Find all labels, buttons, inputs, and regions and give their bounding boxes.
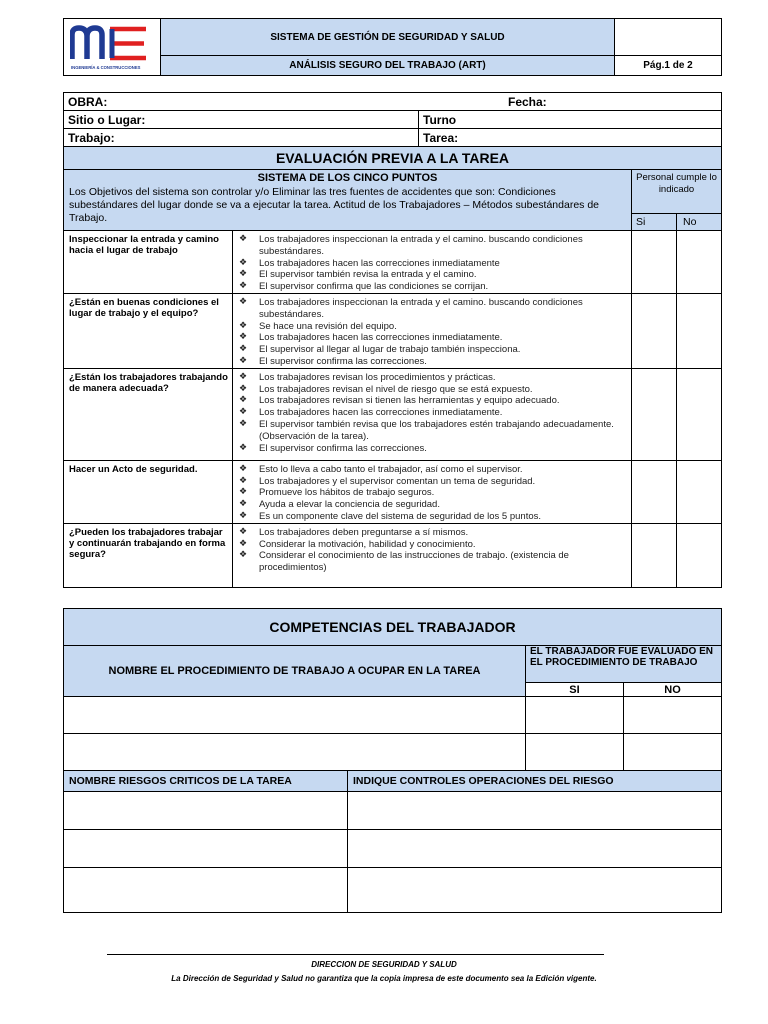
table-row — [64, 231, 722, 294]
no-checkbox-cell[interactable] — [624, 734, 722, 771]
system-title: SISTEMA DE GESTIÓN DE SEGURIDAD Y SALUD — [161, 19, 615, 56]
obra-label: OBRA: — [68, 94, 108, 109]
si-checkbox-cell[interactable] — [632, 231, 677, 294]
control-input-cell[interactable] — [348, 868, 722, 913]
bullets-cell — [233, 460, 632, 523]
no-checkbox-cell[interactable] — [677, 523, 722, 587]
logo-cell — [64, 19, 161, 76]
tarea-label: Tarea: — [423, 130, 459, 145]
evaluado-header: EL TRABAJADOR FUE EVALUADO EN EL PROCEDIMIENTO DE TRABAJO — [526, 646, 722, 683]
si-header: Si — [632, 214, 677, 231]
table-row — [64, 734, 722, 771]
list-item: ❖ El supervisor confirma que las condiciones se corrijan. — [239, 281, 627, 293]
evaluation-table — [63, 146, 722, 588]
no-checkbox-cell[interactable] — [677, 231, 722, 294]
si-header: SI — [526, 683, 624, 697]
tarea-field[interactable] — [419, 129, 722, 147]
riesgo-input-cell[interactable] — [64, 792, 348, 830]
bullets-cell — [233, 294, 632, 369]
list-item: ❖ Los trabajadores revisan si tienen las herramientas y equipo adecuado. — [239, 395, 627, 407]
table-row — [64, 294, 722, 369]
si-checkbox-cell[interactable] — [526, 734, 624, 771]
fecha-label: Fecha: — [508, 95, 547, 109]
turno-label: Turno — [423, 112, 457, 127]
footer-department: DIRECCION DE SEGURIDAD Y SALUD — [311, 960, 457, 969]
list-item: ❖ Ayuda a elevar la conciencia de seguridad. — [239, 499, 627, 511]
list-item: ❖ Considerar la motivación, habilidad y conocimiento. — [239, 539, 627, 551]
trabajo-label: Trabajo: — [68, 130, 115, 145]
document-header — [63, 18, 722, 76]
list-item: ❖ Los trabajadores inspeccionan la entrada y el camino. buscando condiciones subestándares. — [239, 234, 627, 258]
list-item: ❖ Los trabajadores y el supervisor comentan un tema de seguridad. — [239, 476, 627, 488]
list-item: ❖ Los trabajadores deben preguntarse a sí mismos. — [239, 527, 627, 539]
question-cell: ¿Están los trabajadores trabajando de manera adecuada? — [64, 368, 233, 460]
no-checkbox-cell[interactable] — [677, 368, 722, 460]
si-checkbox-cell[interactable] — [632, 294, 677, 369]
question-cell: ¿Pueden los trabajadores trabajar y continuarán trabajando en forma segura? — [64, 523, 233, 587]
list-item: ❖ El supervisor al llegar al lugar de trabajo también inspecciona. — [239, 344, 627, 356]
bullets-cell — [233, 231, 632, 294]
evaluation-title: EVALUACIÓN PREVIA A LA TAREA — [64, 147, 722, 170]
list-item: ❖ Se hace una revisión del equipo. — [239, 321, 627, 333]
no-header: No — [677, 214, 722, 231]
no-checkbox-cell[interactable] — [677, 460, 722, 523]
table-row — [64, 460, 722, 523]
turno-field[interactable] — [419, 111, 722, 129]
procedimiento-header: NOMBRE EL PROCEDIMIENTO DE TRABAJO A OCUPAR EN LA TAREA — [64, 646, 526, 697]
procedimiento-input-cell[interactable] — [64, 734, 526, 771]
list-item: ❖ El supervisor confirma las correcciones. — [239, 356, 627, 368]
list-item: ❖ Los trabajadores hacen las correcciones inmediatamente — [239, 258, 627, 270]
riesgos-header: NOMBRE RIESGOS CRITICOS DE LA TAREA — [64, 771, 348, 792]
personal-cumple-header: Personal cumple lo indicado — [632, 170, 722, 214]
table-row — [64, 868, 722, 913]
list-item: ❖ Esto lo lleva a cabo tanto el trabajador, así como el supervisor. — [239, 464, 627, 476]
company-logo-icon — [70, 25, 150, 71]
no-header: NO — [624, 683, 722, 697]
competencias-title: COMPETENCIAS DEL TRABAJADOR — [64, 609, 722, 646]
list-item: ❖ El supervisor también revisa que los trabajadores estén trabajando adecuadamente. (Observación de la tarea). — [239, 419, 627, 443]
five-points-title: SISTEMA DE LOS CINCO PUNTOS — [257, 172, 438, 184]
procedimiento-input-cell[interactable] — [64, 697, 526, 734]
sitio-label: Sitio o Lugar: — [68, 112, 146, 127]
list-item: ❖ Considerar el conocimiento de las instrucciones de trabajo. (existencia de procedimientos) — [239, 550, 627, 574]
table-row — [64, 792, 722, 830]
five-points-header — [64, 170, 632, 231]
obra-row[interactable] — [64, 93, 722, 111]
list-item: ❖ Los trabajadores revisan el nivel de riesgo que se está expuesto. — [239, 384, 627, 396]
riesgo-input-cell[interactable] — [64, 830, 348, 868]
question-cell: Inspeccionar la entrada y camino hacia el lugar de trabajo — [64, 231, 233, 294]
trabajo-field[interactable] — [64, 129, 419, 147]
list-item: ❖ El supervisor confirma las correcciones. — [239, 443, 627, 455]
question-cell: ¿Están en buenas condiciones el lugar de trabajo y el equipo? — [64, 294, 233, 369]
list-item: ❖ Promueve los hábitos de trabajo seguros. — [239, 487, 627, 499]
list-item: ❖ Los trabajadores hacen las correcciones inmediatamente. — [239, 407, 627, 419]
list-item: ❖ Los trabajadores inspeccionan la entrada y el camino. buscando condiciones subestándares. — [239, 297, 627, 321]
control-input-cell[interactable] — [348, 830, 722, 868]
list-item: ❖ Los trabajadores revisan los procedimientos y prácticas. — [239, 372, 627, 384]
list-item: ❖ El supervisor también revisa la entrada y el camino. — [239, 269, 627, 281]
control-input-cell[interactable] — [348, 792, 722, 830]
work-info-table — [63, 92, 722, 147]
si-checkbox-cell[interactable] — [632, 523, 677, 587]
document-title: ANÁLISIS SEGURO DEL TRABAJO (ART) — [161, 56, 615, 76]
question-cell: Hacer un Acto de seguridad. — [64, 460, 233, 523]
footer-divider — [107, 954, 604, 955]
svg-text:INGENIERÍA & CONSTRUCCIONES: INGENIERÍA & CONSTRUCCIONES — [71, 65, 141, 70]
competencias-table — [63, 608, 722, 913]
no-checkbox-cell[interactable] — [677, 294, 722, 369]
riesgo-input-cell[interactable] — [64, 868, 348, 913]
header-blank-cell — [615, 19, 722, 56]
si-checkbox-cell[interactable] — [632, 368, 677, 460]
footer-disclaimer: La Dirección de Seguridad y Salud no garantiza que la copia impresa de este documento sea la Edición vigente. — [171, 974, 597, 983]
sitio-field[interactable] — [64, 111, 419, 129]
page-number: Pág.1 de 2 — [615, 56, 722, 76]
table-row — [64, 368, 722, 460]
bullets-cell — [233, 368, 632, 460]
five-points-description: Los Objetivos del sistema son controlar y/o Eliminar las tres fuentes de accidentes que son: Condiciones subestándares del lugar donde se va a ejecutar la tarea. Actitud de los Trabajadores – Métodos subestándares de Trabajo. — [69, 186, 600, 224]
table-row — [64, 523, 722, 587]
si-checkbox-cell[interactable] — [632, 460, 677, 523]
list-item: ❖ Los trabajadores hacen las correcciones inmediatamente. — [239, 332, 627, 344]
list-item: ❖ Es un componente clave del sistema de seguridad de los 5 puntos. — [239, 511, 627, 523]
table-row — [64, 830, 722, 868]
controles-header: INDIQUE CONTROLES OPERACIONES DEL RIESGO — [348, 771, 722, 792]
table-row — [64, 697, 722, 734]
no-checkbox-cell[interactable] — [624, 697, 722, 734]
si-checkbox-cell[interactable] — [526, 697, 624, 734]
bullets-cell — [233, 523, 632, 587]
